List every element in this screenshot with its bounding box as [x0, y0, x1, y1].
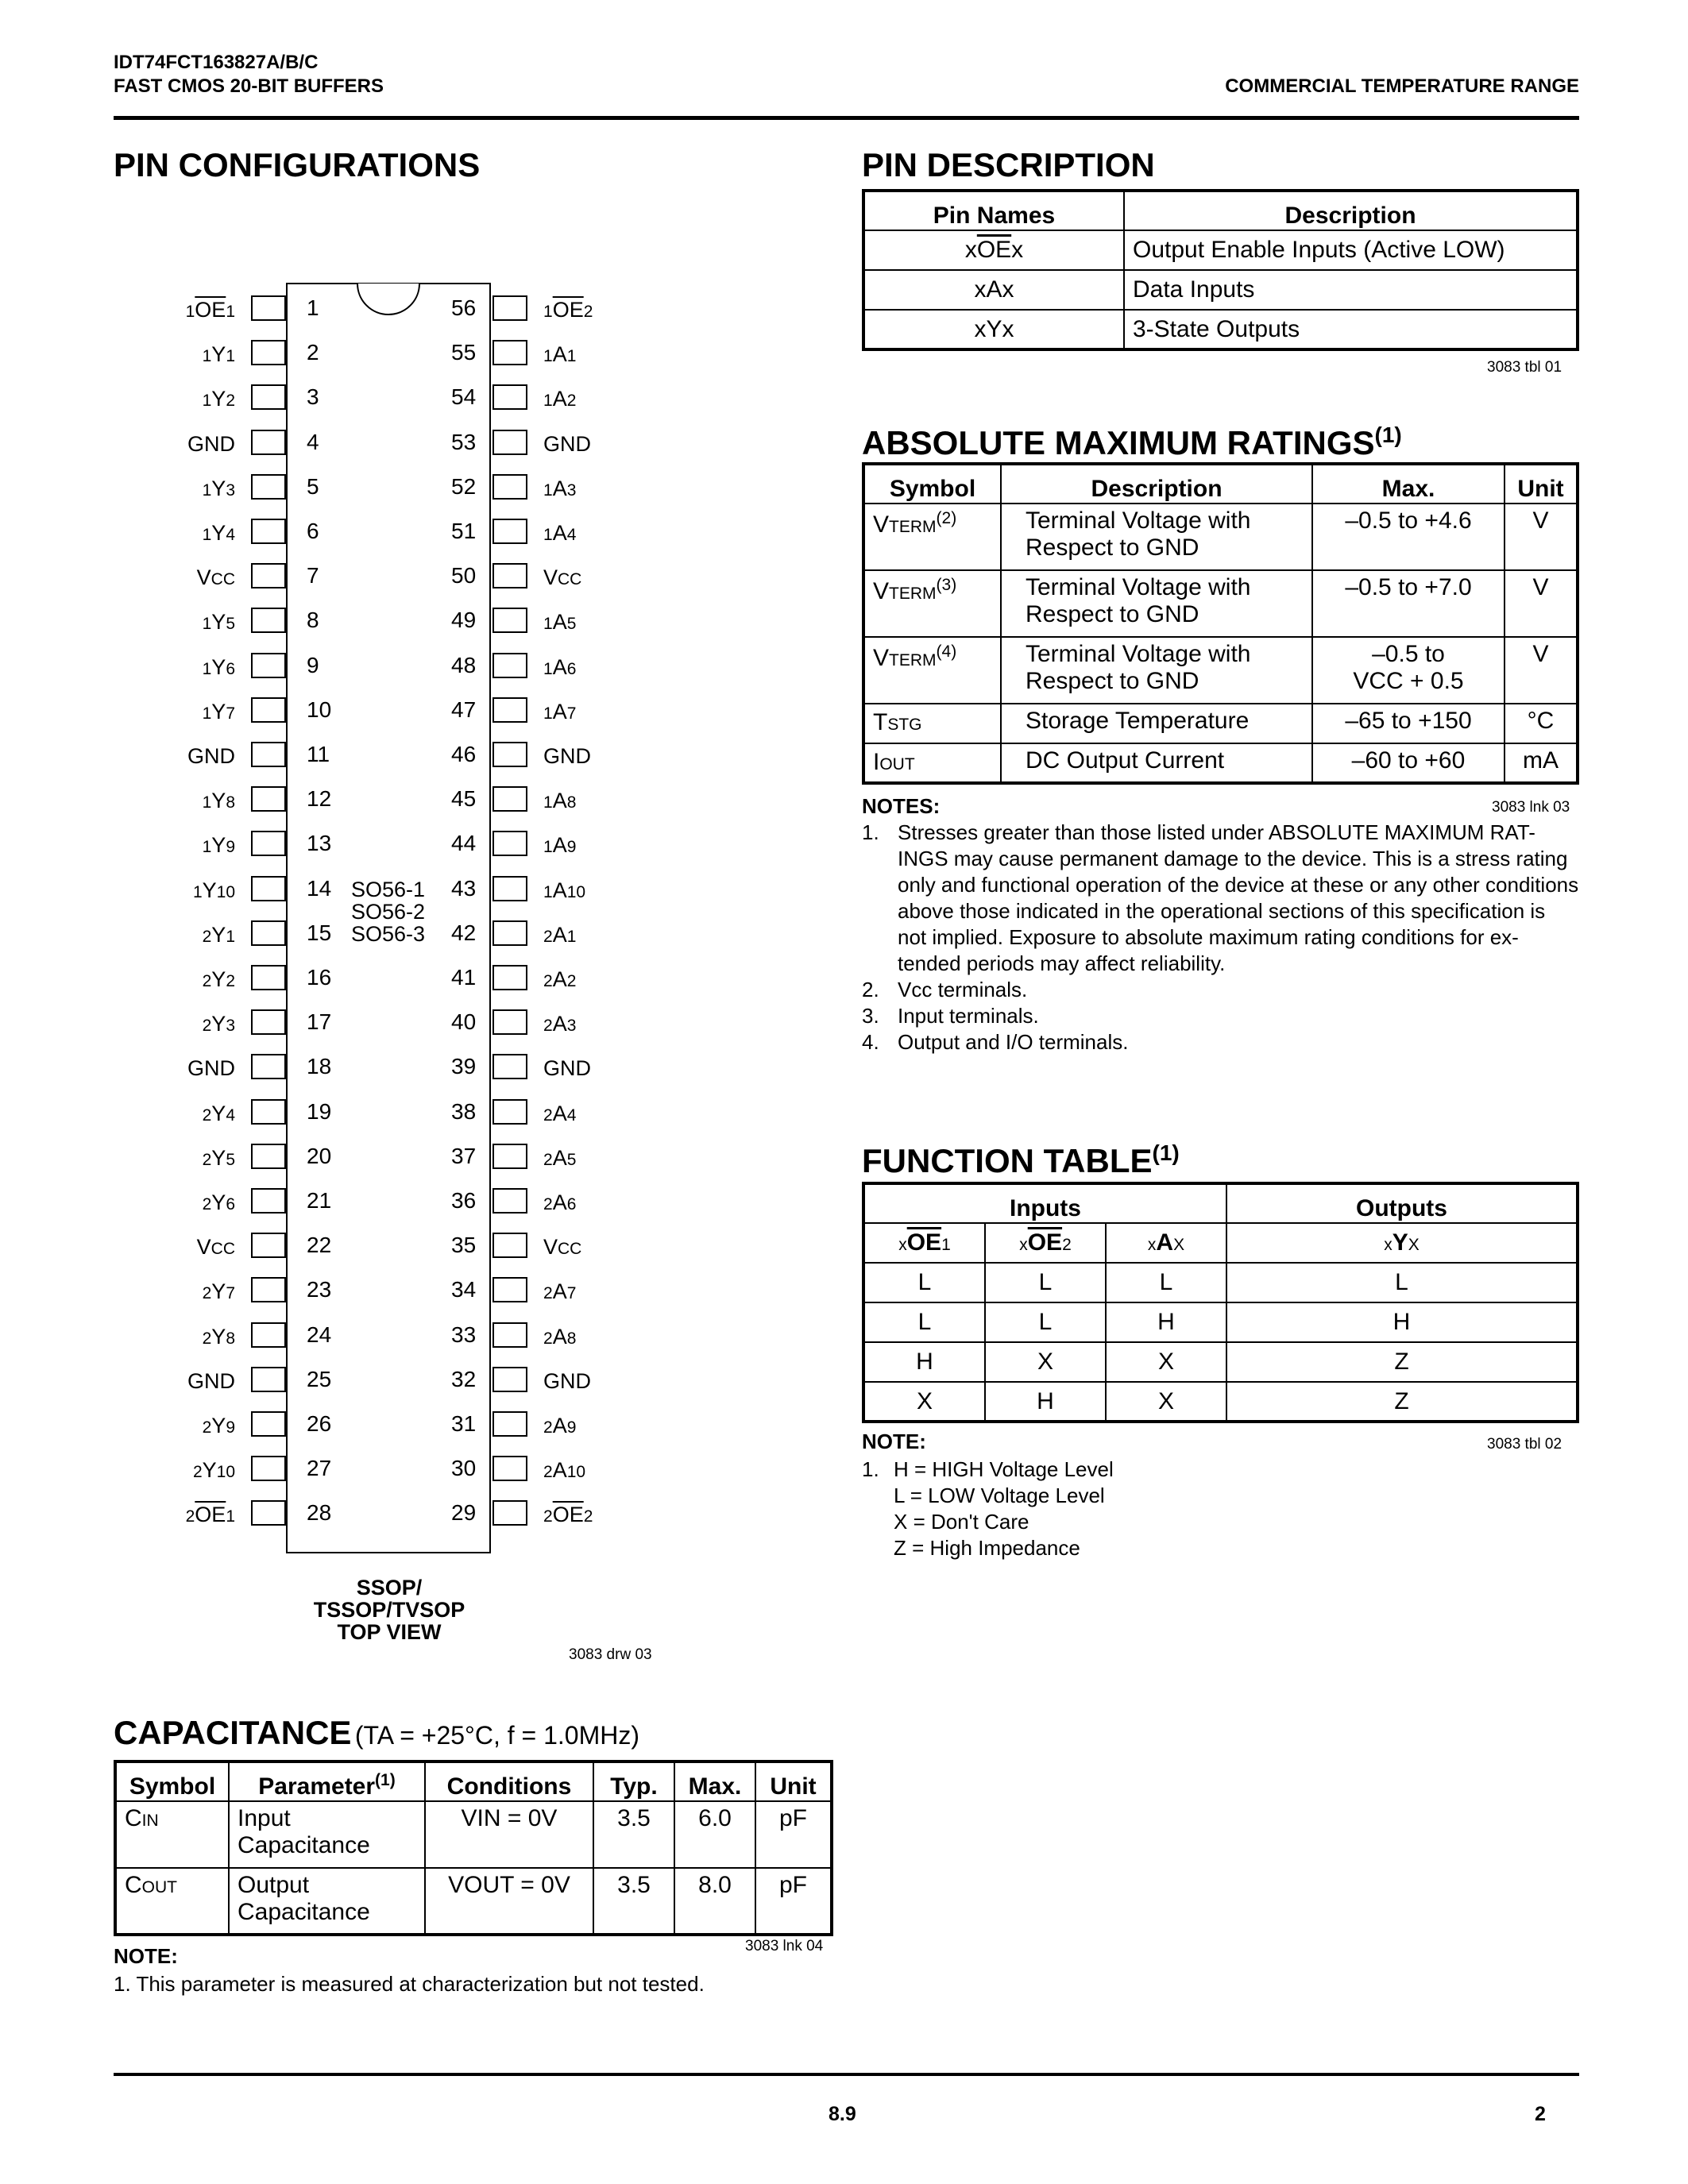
symbol-cell: COUT [115, 1868, 229, 1935]
pin-label: 1A7 [543, 699, 577, 723]
pin-box [251, 1009, 286, 1035]
pin-box [251, 1367, 286, 1392]
pin-box [492, 1277, 527, 1302]
pin-label: 1Y5 [202, 610, 235, 635]
pin-label: 1A3 [543, 476, 577, 500]
abs-notes-label: NOTES: [862, 794, 941, 818]
table-row [863, 570, 1578, 637]
pin-label: 2Y4 [202, 1101, 235, 1125]
pin-number: 50 [451, 563, 477, 588]
note-line: Input terminals. [898, 1004, 1039, 1028]
pin-number: 31 [451, 1411, 477, 1436]
section-number: 8.9 [829, 2103, 856, 2125]
pin-box [492, 965, 527, 990]
unit-cell: mA [1505, 743, 1578, 783]
typ-cell: 3.5 [593, 1868, 674, 1935]
desc-line: Terminal Voltage with [1026, 507, 1251, 534]
table-row [115, 1801, 832, 1868]
table-row [863, 704, 1578, 743]
pin-label: 2Y10 [192, 1458, 235, 1483]
abs-max-notes [862, 820, 1579, 1055]
col-description: Description [1124, 191, 1578, 230]
pin-label: 2A2 [543, 967, 577, 991]
pin-box [492, 1009, 527, 1035]
pin-box [492, 920, 527, 946]
symbol-cell: VTERM$^{(3)}$ [863, 570, 1001, 637]
ic-package-body [286, 283, 491, 1553]
max-cell [1312, 637, 1505, 704]
pin-label: 1Y9 [202, 833, 235, 858]
desc-line: Respect to GND [1026, 601, 1199, 627]
pin-number: 18 [307, 1054, 332, 1079]
description-cell [1001, 637, 1312, 704]
pin-label: GND [543, 431, 591, 456]
pin-number: 15 [307, 920, 332, 945]
typ-cell: 3.5 [593, 1801, 674, 1868]
pin-box [492, 876, 527, 901]
pin-config-title: PIN CONFIGURATIONS [114, 146, 481, 183]
max-line: –0.5 to [1372, 641, 1445, 667]
pin-number: 46 [451, 742, 477, 766]
pin-number: 4 [307, 429, 319, 454]
pin-box [492, 1411, 527, 1437]
desc-line: Terminal Voltage with [1026, 641, 1251, 667]
param-line: Input [238, 1805, 291, 1831]
note-line: Output and I/O terminals. [898, 1030, 1129, 1054]
pin-number: 28 [307, 1500, 332, 1526]
pin-label: 1A9 [543, 833, 577, 858]
description-cell [1001, 704, 1312, 743]
unit-cell: V [1505, 504, 1578, 570]
pin-box [251, 608, 286, 633]
pin-number: 40 [451, 1009, 477, 1035]
pin-number: 21 [307, 1188, 332, 1213]
desc-line: DC Output Current [1026, 747, 1225, 774]
pin-box [492, 519, 527, 544]
pin-label: 2Y9 [202, 1414, 235, 1437]
pin-label: 1Y1 [202, 342, 235, 367]
pin-box [251, 295, 286, 321]
pin-box [251, 965, 286, 990]
pin-label: 2Y3 [202, 1012, 235, 1036]
pin-box [492, 430, 527, 455]
table-row [863, 1342, 1578, 1382]
pin-label: 1Y4 [202, 521, 235, 545]
param-line: Capacitance [238, 1832, 370, 1858]
pin-number: 25 [307, 1366, 332, 1391]
capacitance-table: Symbol Parameter$^{(1)}$ Conditions Typ. Max. Unit CIN Input Capacitance VIN = 0V 3.5 6.0 pF COUT Output Capacitance VOUT = 0V 3.5 8.0 pF [114, 1760, 833, 1936]
pin-box [492, 563, 527, 588]
pin-number: 7 [307, 563, 319, 588]
header-rule [114, 116, 1579, 120]
pin-box [492, 697, 527, 723]
note-line: Stresses greater than those listed under ABSOLUTE MAXIMUM RAT- [898, 820, 1535, 844]
pin-number: 6 [307, 519, 319, 543]
pin-number: 5 [307, 473, 319, 499]
pin-label: 1Y2 [202, 387, 235, 411]
package-codes: SO56-1 SO56-2 SO56-3 [351, 878, 426, 946]
symbol-cell: VTERM$^{(4)}$ [863, 637, 1001, 704]
table-cell: H [1106, 1302, 1226, 1342]
pin-box [492, 1188, 527, 1214]
pin-box [492, 608, 527, 633]
pin-number: 24 [307, 1322, 332, 1347]
pin-desc-ref: 3083 tbl 01 [1487, 359, 1562, 376]
pin-label: $2\overline{OE}2$ [543, 1503, 593, 1527]
table-cell: X [985, 1342, 1106, 1382]
pin-desc-table [862, 189, 1579, 351]
pin-box [492, 1322, 527, 1348]
unit-cell: °C [1505, 704, 1578, 743]
pin-box [251, 1277, 286, 1302]
pin-number: 23 [307, 1277, 332, 1302]
pin-box [492, 1099, 527, 1125]
symbol-cell: VTERM$^{(2)}$ [863, 504, 1001, 570]
pin-label: $1\overline{OE}2$ [543, 298, 593, 322]
pin-label: 2A8 [543, 1324, 577, 1349]
pin-box [492, 474, 527, 500]
pin-box [251, 786, 286, 812]
desc-line: Storage Temperature [1026, 708, 1250, 734]
note-number: 4. [862, 1030, 879, 1054]
pin-box [492, 340, 527, 365]
pin-box [251, 384, 286, 410]
description-cell [1001, 504, 1312, 570]
pin-label: GND [543, 1056, 591, 1081]
table-row [863, 504, 1578, 570]
pin-number: 48 [451, 652, 477, 677]
pin-number: 35 [451, 1233, 477, 1258]
table-cell: L [1106, 1263, 1226, 1302]
pin-number: 38 [451, 1098, 477, 1124]
pin-label: 1A8 [543, 789, 577, 813]
temperature-range: COMMERCIAL TEMPERATURE RANGE [1225, 75, 1579, 97]
pin-label: 1Y10 [192, 878, 235, 902]
page-number: 2 [1535, 2103, 1546, 2125]
ft-notes: H = HIGH Voltage Level L = LOW Voltage Level X = Don't Care Z = High Impedance [894, 1457, 1114, 1560]
pin-number: 29 [451, 1500, 477, 1526]
pin-box [251, 742, 286, 767]
pin-number: 20 [307, 1143, 332, 1168]
pin-number: 44 [451, 831, 477, 856]
pin-label: 2A1 [543, 922, 577, 947]
max-cell [1312, 704, 1505, 743]
table-cell: H [1226, 1302, 1578, 1342]
pin-number: 8 [307, 608, 319, 633]
abs-max-title: ABSOLUTE MAXIMUM RATINGS$^{(1)}$ [862, 423, 1402, 461]
cap-ref: 3083 lnk 04 [745, 1938, 824, 1954]
pin-box [492, 831, 527, 856]
table-row [115, 1868, 832, 1935]
pin-box [251, 1322, 286, 1348]
symbol-cell: IOUT [863, 743, 1001, 783]
col-pin-names: Pin Names [863, 191, 1124, 230]
pin-number: 32 [451, 1366, 477, 1391]
pin-box [251, 1500, 286, 1526]
pin-label: 2Y8 [202, 1324, 235, 1349]
pin-number: 22 [307, 1233, 332, 1258]
pin-label: GND [187, 744, 235, 768]
pin-number: 41 [451, 965, 477, 990]
pin-label: 1A10 [543, 878, 586, 902]
max-line: –0.5 to +4.6 [1345, 507, 1472, 534]
note-line: only and functional operation of the device at these or any other conditions [898, 873, 1579, 897]
cap-note-label: NOTE: [114, 1944, 178, 1968]
pin-box [492, 1456, 527, 1481]
pin-box [251, 340, 286, 365]
condition-cell: VIN = 0V [425, 1801, 593, 1868]
pin-number: 49 [451, 608, 477, 633]
pin-box [251, 1411, 286, 1437]
pin-number: 37 [451, 1143, 477, 1168]
pin-label: $2\overline{OE}1$ [185, 1503, 235, 1527]
table-cell: H [863, 1342, 985, 1382]
max-line: –60 to +60 [1351, 747, 1466, 774]
pin-number: 42 [451, 920, 477, 945]
pin-number: 14 [307, 875, 332, 901]
pin-label: 1Y7 [202, 699, 235, 723]
symbol-cell: CIN [115, 1801, 229, 1868]
package-view-label: SSOP/ TSSOP/TVSOP TOP VIEW [313, 1576, 465, 1644]
table-cell: Z [1226, 1382, 1578, 1422]
pin-label: 2Y5 [202, 1145, 235, 1170]
max-line: VCC + 0.5 [1353, 668, 1464, 694]
param-line: Output [238, 1872, 310, 1898]
table-row [863, 1263, 1578, 1302]
max-cell [1312, 570, 1505, 637]
pin-number: 45 [451, 786, 477, 812]
max-cell [1312, 743, 1505, 783]
pin-box [251, 1144, 286, 1169]
pin-box [492, 384, 527, 410]
pin-number: 16 [307, 965, 332, 990]
pin-box [251, 831, 286, 856]
table-row [863, 1382, 1578, 1422]
unit-cell: pF [755, 1801, 832, 1868]
pin-box [251, 1188, 286, 1214]
pin-desc-title: PIN DESCRIPTION [862, 146, 1155, 183]
pin-label: VCC [196, 1235, 235, 1260]
pin-box [251, 519, 286, 544]
pin-number: 51 [451, 519, 477, 543]
pin-box [492, 786, 527, 812]
param-line: Capacitance [238, 1899, 370, 1925]
pin-label: 1A6 [543, 654, 577, 679]
abs-max-ref: 3083 lnk 03 [1492, 799, 1570, 816]
doc-subtitle: FAST CMOS 20-BIT BUFFERS [114, 75, 384, 97]
pin-number: 2 [307, 340, 319, 365]
pin-number: 47 [451, 696, 477, 722]
pin-number: 54 [451, 384, 477, 410]
table-cell: X [1106, 1342, 1226, 1382]
pin-box [251, 920, 286, 946]
drawing-ref: 3083 drw 03 [569, 1646, 652, 1663]
pin-box [251, 697, 286, 723]
note-number: 2. [862, 978, 879, 1001]
desc-line: Respect to GND [1026, 534, 1199, 561]
pin-label: 2A3 [543, 1012, 577, 1036]
cap-note: 1. This parameter is measured at characterization but not tested. [114, 1972, 705, 1996]
pin-number: 11 [307, 742, 330, 766]
pin-label: GND [187, 1056, 235, 1081]
pin-box [251, 653, 286, 678]
pin-box [251, 1054, 286, 1079]
pin-label: $1\overline{OE}1$ [185, 298, 235, 322]
pin-label: GND [543, 1368, 591, 1393]
pin-label: GND [187, 431, 235, 456]
note-line: Vcc terminals. [898, 978, 1028, 1001]
pin-label: 2A5 [543, 1145, 577, 1170]
pin-number: 39 [451, 1054, 477, 1079]
note-line: above those indicated in the operational sections of this specification is [898, 899, 1546, 923]
table-cell: H [985, 1382, 1106, 1422]
pin-number: 53 [451, 429, 477, 454]
ft-note-num: 1. [862, 1457, 879, 1481]
pin-label: VCC [196, 565, 235, 590]
pin-label: 1A5 [543, 610, 577, 635]
pin-box [492, 1144, 527, 1169]
table-cell: L [863, 1263, 985, 1302]
pin-label: 1Y8 [202, 789, 235, 813]
table-cell: L [985, 1263, 1106, 1302]
desc-line: Respect to GND [1026, 668, 1199, 694]
unit-cell: pF [755, 1868, 832, 1935]
footer-rule [114, 2073, 1579, 2076]
note-line: not implied. Exposure to absolute maximum rating conditions for ex- [898, 925, 1519, 949]
pin-number: 55 [451, 340, 477, 365]
unit-cell: V [1505, 637, 1578, 704]
pin-label: VCC [543, 565, 582, 590]
pin-number: 27 [307, 1456, 332, 1481]
function-table: Inputs Outputs $x\overline{OE}1$ $x\overline{OE}2$ xAX xYX L L L L L L H H H X X Z X H X Z [862, 1182, 1579, 1423]
capacitance-title: CAPACITANCE (TA = +25°C, f = 1.0MHz) [114, 1714, 639, 1751]
pin-number: 1 [307, 295, 319, 320]
pin-box [251, 474, 286, 500]
max-cell [1312, 504, 1505, 570]
ft-note-label: NOTE: [862, 1430, 926, 1453]
pin-label: 2Y2 [202, 967, 235, 991]
table-cell: L [985, 1302, 1106, 1342]
pin-number: 30 [451, 1456, 477, 1481]
note-line: tended periods may affect reliability. [898, 951, 1226, 975]
pin-box [492, 1054, 527, 1079]
pin-box [251, 563, 286, 588]
pin-box [251, 1233, 286, 1258]
table-cell: X [1106, 1382, 1226, 1422]
part-number: IDT74FCT163827A/B/C [114, 52, 319, 73]
pin-label: 1A2 [543, 387, 577, 411]
pin-label: 2A4 [543, 1101, 577, 1125]
pin-label: 2Y1 [202, 922, 235, 947]
parameter-cell [229, 1801, 425, 1868]
table-cell: L [863, 1302, 985, 1342]
pin-box [251, 430, 286, 455]
pin-box [251, 876, 286, 901]
pin-number: 26 [307, 1411, 332, 1436]
pin-number: 33 [451, 1322, 477, 1347]
note-item [862, 977, 1579, 1003]
symbol-cell: TSTG [863, 704, 1001, 743]
pin-box [492, 1367, 527, 1392]
pin-box [492, 295, 527, 321]
abs-max-table: Symbol Description Max. Unit VTERM$^{(2)}$ Terminal Voltage with Respect to GND –0.5 to +4.6 V VTERM$^{(3)}$ Terminal Voltage with Respect to GND –0.5 to +7.0 V VTERM$^{(4)}$ Terminal Voltage with Respect to GND –0.5 to VCC + 0.5 V TSTG Storage Temperature –65 to +150 °C IOUT DC Output Current –60 to +60 mA [862, 462, 1579, 785]
pin-box [492, 1233, 527, 1258]
table-cell: Z [1226, 1342, 1578, 1382]
unit-cell: V [1505, 570, 1578, 637]
max-line: –0.5 to +7.0 [1345, 574, 1472, 600]
pin-label: 1Y3 [202, 476, 235, 500]
pin-number: 3 [307, 384, 319, 410]
pin-label: 2A9 [543, 1414, 577, 1437]
pin-number: 36 [451, 1188, 477, 1213]
table-row: xYx 3-State Outputs [863, 310, 1578, 349]
table-row: $x\overline{OE}x$ Output Enable Inputs (Active LOW) [863, 230, 1578, 270]
note-item [862, 1003, 1579, 1029]
pin-number: 17 [307, 1009, 332, 1035]
max-line: –65 to +150 [1345, 708, 1472, 734]
desc-line: Terminal Voltage with [1026, 574, 1251, 600]
max-cell: 8.0 [674, 1868, 755, 1935]
note-number: 3. [862, 1004, 879, 1028]
pin-box [251, 1456, 286, 1481]
pin-box [492, 1500, 527, 1526]
pin-label: 2A10 [543, 1458, 586, 1483]
pin-number: 19 [307, 1098, 332, 1124]
pin-number: 34 [451, 1277, 477, 1302]
pin-label: 1A4 [543, 521, 577, 545]
pin-number: 43 [451, 875, 477, 901]
pin-label: VCC [543, 1235, 582, 1260]
pin-box [251, 1099, 286, 1125]
table-row [863, 1302, 1578, 1342]
pin-number: 52 [451, 473, 477, 499]
pin-label: 2A7 [543, 1279, 577, 1304]
note-item [862, 1029, 1579, 1055]
note-line: INGS may cause permanent damage to the device. This is a stress rating [898, 847, 1568, 870]
table-row: xAx Data Inputs [863, 270, 1578, 310]
note-item [862, 820, 1579, 977]
description-cell [1001, 743, 1312, 783]
function-table-ref: 3083 tbl 02 [1487, 1436, 1562, 1453]
note-number: 1. [862, 820, 879, 844]
pin-label: 2A6 [543, 1190, 577, 1214]
pin-number: 9 [307, 652, 319, 677]
table-cell: X [863, 1382, 985, 1422]
pin-label: 1Y6 [202, 654, 235, 679]
pin-number: 10 [307, 696, 332, 722]
pin-number: 56 [451, 295, 477, 320]
pin-label: 2Y6 [202, 1190, 235, 1214]
function-table-title: FUNCTION TABLE$^{(1)}$ [862, 1140, 1180, 1179]
pin-box [492, 653, 527, 678]
description-cell [1001, 570, 1312, 637]
pin-label: GND [543, 744, 591, 768]
pin-box [492, 742, 527, 767]
parameter-cell [229, 1868, 425, 1935]
table-row [863, 637, 1578, 704]
pin-label: GND [187, 1368, 235, 1393]
table-row [863, 743, 1578, 783]
max-cell: 6.0 [674, 1801, 755, 1868]
pin-number: 13 [307, 831, 332, 856]
pin-label: 2Y7 [202, 1279, 235, 1304]
pin-label: 1A1 [543, 342, 577, 367]
table-cell: L [1226, 1263, 1578, 1302]
pin-number: 12 [307, 786, 332, 812]
condition-cell: VOUT = 0V [425, 1868, 593, 1935]
